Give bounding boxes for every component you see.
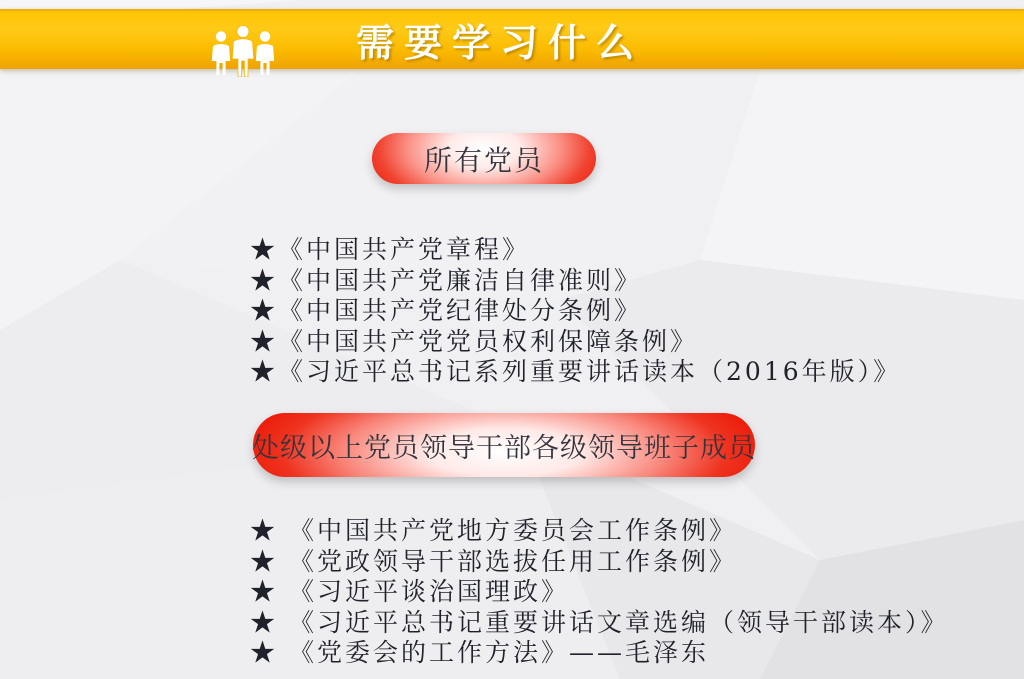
reading-item: ★《习近平总书记系列重要讲话读本（2016年版）》 (250, 357, 902, 386)
reading-item: ★《中国共产党廉洁自律准则》 (250, 265, 643, 295)
reading-list-all-members (250, 235, 901, 388)
reading-item: ★《中国共产党党员权利保障条例》 (250, 326, 699, 356)
reading-item: ★ 《习近平谈治国理政》 (250, 577, 569, 606)
badge-all-members (372, 133, 596, 184)
reading-item: ★《中国共产党纪律处分条例》 (250, 296, 643, 325)
badge-leading-cadres (253, 413, 755, 477)
reading-item: ★《中国共产党章程》 (250, 235, 531, 264)
reading-item: ★ 《党政领导干部选拔任用工作条例》 (250, 546, 737, 576)
reading-item: ★ 《中国共产党地方委员会工作条例》 (250, 516, 737, 545)
people-group-icon (207, 25, 279, 77)
reading-item: ★ 《习近平总书记重要讲话文章选编（领导干部读本）》 (250, 607, 949, 637)
title-band (0, 9, 1024, 69)
reading-list-leading-cadres (250, 516, 948, 669)
slide-title: 需要学习什么 (356, 22, 645, 65)
badge-leading-cadres-label: 处级以上党员领导干部各级领导班子成员 (252, 432, 756, 463)
badge-all-members-label: 所有党员 (423, 144, 544, 176)
reading-item: ★ 《党委会的工作方法》——毛泽东 (250, 638, 709, 667)
